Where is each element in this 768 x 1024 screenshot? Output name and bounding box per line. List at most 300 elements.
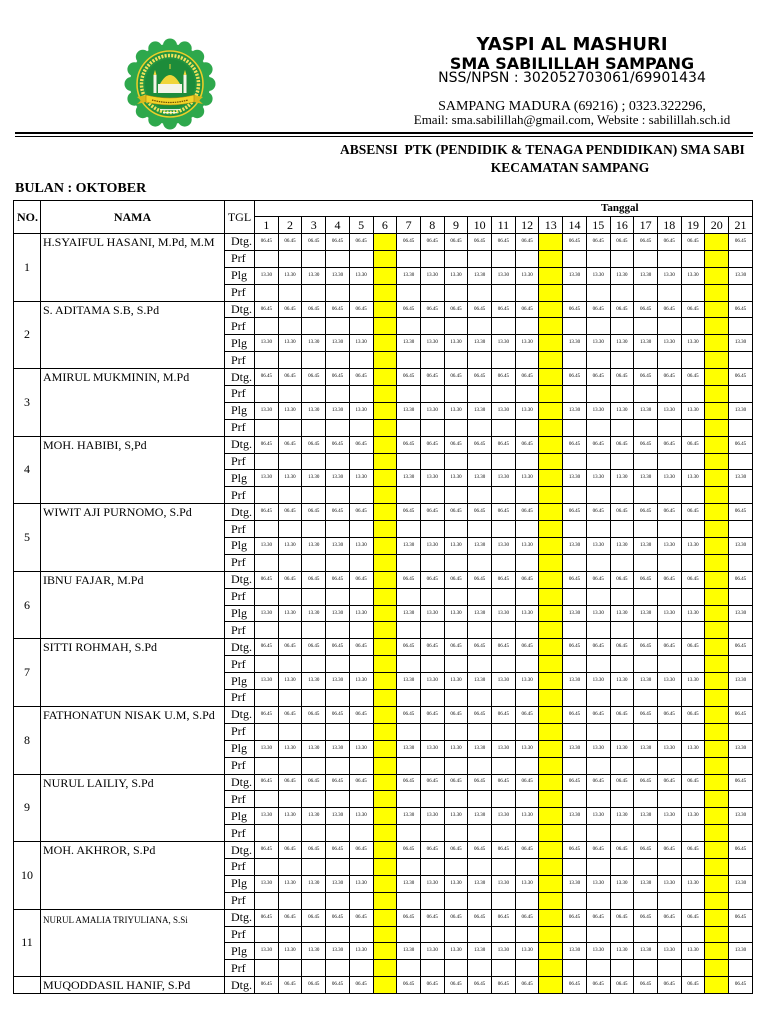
departure-paraf-cell bbox=[729, 690, 753, 707]
departure-time-cell: 13.30 bbox=[302, 740, 326, 757]
departure-paraf-cell bbox=[468, 960, 492, 977]
departure-time-cell: 13.30 bbox=[515, 943, 539, 960]
arrival-time-cell: 06.45 bbox=[610, 234, 634, 251]
departure-time-cell bbox=[705, 808, 729, 825]
departure-time-cell: 13.30 bbox=[586, 470, 610, 487]
arrival-time-cell: 06.45 bbox=[397, 977, 421, 994]
staff-number: 4 bbox=[14, 436, 41, 504]
arrival-time-cell: 06.45 bbox=[586, 977, 610, 994]
arrival-time-cell: 06.45 bbox=[278, 504, 302, 521]
arrival-paraf-cell bbox=[492, 791, 516, 808]
departure-paraf-cell bbox=[705, 892, 729, 909]
arrival-time-cell bbox=[539, 234, 563, 251]
arrival-paraf-cell bbox=[278, 521, 302, 538]
arrival-time-cell: 06.45 bbox=[657, 571, 681, 588]
departure-paraf-cell bbox=[373, 554, 397, 571]
departure-time-cell: 13.30 bbox=[492, 605, 516, 622]
departure-paraf-cell bbox=[349, 892, 373, 909]
departure-time-cell: 13.30 bbox=[444, 740, 468, 757]
arrival-paraf-cell bbox=[326, 588, 350, 605]
arrival-time-cell: 06.45 bbox=[397, 842, 421, 859]
arrival-paraf-cell bbox=[420, 453, 444, 470]
arrival-time-cell: 06.45 bbox=[657, 842, 681, 859]
arrival-time-cell: 06.45 bbox=[563, 706, 587, 723]
departure-paraf-cell bbox=[420, 284, 444, 301]
departure-paraf-cell bbox=[349, 284, 373, 301]
departure-time-cell: 13.30 bbox=[657, 538, 681, 555]
day-number-header: 7 bbox=[397, 217, 421, 234]
departure-time-cell: 13.30 bbox=[349, 335, 373, 352]
departure-paraf-cell bbox=[492, 487, 516, 504]
departure-time-cell: 13.30 bbox=[563, 335, 587, 352]
arrival-time-cell: 06.45 bbox=[681, 774, 705, 791]
arrival-time-cell: 06.45 bbox=[468, 977, 492, 994]
departure-time-cell: 13.30 bbox=[657, 673, 681, 690]
arrival-paraf-cell bbox=[492, 318, 516, 335]
departure-time-cell bbox=[373, 605, 397, 622]
departure-time-cell: 13.30 bbox=[729, 673, 753, 690]
departure-paraf-cell bbox=[373, 284, 397, 301]
arrival-paraf-cell bbox=[278, 791, 302, 808]
departure-time-cell: 13.30 bbox=[515, 538, 539, 555]
staff-name: S. ADITAMA S.B, S.Pd bbox=[41, 301, 225, 369]
departure-paraf-cell bbox=[397, 622, 421, 639]
arrival-paraf-cell bbox=[634, 250, 658, 267]
departure-time-cell bbox=[705, 470, 729, 487]
arrival-time-cell: 06.45 bbox=[657, 639, 681, 656]
departure-paraf-cell bbox=[492, 352, 516, 369]
departure-paraf-cell bbox=[539, 690, 563, 707]
arrival-time-cell: 06.45 bbox=[634, 842, 658, 859]
departure-time-cell: 13.30 bbox=[326, 267, 350, 284]
staff-row bbox=[14, 639, 753, 656]
arrival-paraf-cell bbox=[255, 791, 279, 808]
arrival-time-cell: 06.45 bbox=[729, 706, 753, 723]
row-type-label: Prf bbox=[225, 723, 255, 740]
arrival-paraf-cell bbox=[444, 926, 468, 943]
departure-paraf-cell bbox=[586, 690, 610, 707]
document-subtitle: KECAMATAN SAMPANG bbox=[490, 160, 650, 175]
departure-time-cell: 13.30 bbox=[444, 808, 468, 825]
departure-paraf-cell bbox=[634, 622, 658, 639]
staff-row bbox=[14, 436, 753, 453]
staff-row bbox=[14, 977, 753, 994]
staff-number: 9 bbox=[14, 774, 41, 842]
month-label: BULAN : OKTOBER bbox=[15, 181, 147, 196]
departure-paraf-cell bbox=[681, 284, 705, 301]
arrival-paraf-cell bbox=[349, 791, 373, 808]
arrival-paraf-cell bbox=[610, 656, 634, 673]
arrival-paraf-cell bbox=[515, 521, 539, 538]
departure-time-cell: 13.30 bbox=[444, 267, 468, 284]
arrival-paraf-cell bbox=[681, 453, 705, 470]
row-type-label: Dtg. bbox=[225, 369, 255, 386]
arrival-paraf-cell bbox=[586, 521, 610, 538]
departure-paraf-cell bbox=[373, 825, 397, 842]
departure-time-cell: 13.30 bbox=[681, 673, 705, 690]
arrival-time-cell: 06.45 bbox=[681, 436, 705, 453]
arrival-time-cell bbox=[539, 774, 563, 791]
departure-time-cell: 13.30 bbox=[563, 740, 587, 757]
departure-time-cell: 13.30 bbox=[634, 943, 658, 960]
arrival-time-cell bbox=[539, 571, 563, 588]
departure-time-cell: 13.30 bbox=[468, 740, 492, 757]
arrival-paraf-cell bbox=[729, 926, 753, 943]
row-type-label: Prf bbox=[225, 757, 255, 774]
row-type-label: Prf bbox=[225, 453, 255, 470]
arrival-paraf-cell bbox=[255, 250, 279, 267]
departure-paraf-cell bbox=[729, 892, 753, 909]
departure-paraf-cell bbox=[349, 757, 373, 774]
row-type-label: Prf bbox=[225, 250, 255, 267]
arrival-paraf-cell bbox=[610, 318, 634, 335]
arrival-time-cell: 06.45 bbox=[729, 774, 753, 791]
arrival-time-cell: 06.45 bbox=[681, 977, 705, 994]
departure-time-cell: 13.30 bbox=[515, 335, 539, 352]
departure-paraf-cell bbox=[397, 487, 421, 504]
departure-paraf-cell bbox=[492, 419, 516, 436]
departure-time-cell: 13.30 bbox=[610, 943, 634, 960]
departure-time-cell bbox=[539, 943, 563, 960]
departure-paraf-cell bbox=[468, 284, 492, 301]
arrival-paraf-cell bbox=[563, 250, 587, 267]
departure-time-cell: 13.30 bbox=[397, 267, 421, 284]
arrival-paraf-cell bbox=[515, 250, 539, 267]
departure-time-cell bbox=[373, 943, 397, 960]
arrival-paraf-cell bbox=[349, 318, 373, 335]
arrival-time-cell: 06.45 bbox=[586, 774, 610, 791]
arrival-time-cell: 06.45 bbox=[610, 842, 634, 859]
departure-paraf-cell bbox=[539, 757, 563, 774]
departure-paraf-cell bbox=[444, 352, 468, 369]
arrival-paraf-cell bbox=[420, 858, 444, 875]
arrival-time-cell: 06.45 bbox=[492, 571, 516, 588]
arrival-time-cell: 06.45 bbox=[420, 977, 444, 994]
arrival-paraf-cell bbox=[492, 656, 516, 673]
departure-paraf-cell bbox=[586, 419, 610, 436]
departure-time-cell: 13.30 bbox=[681, 875, 705, 892]
arrival-time-cell: 06.45 bbox=[349, 369, 373, 386]
arrival-paraf-cell bbox=[373, 926, 397, 943]
arrival-paraf-cell bbox=[705, 723, 729, 740]
departure-paraf-cell bbox=[586, 284, 610, 301]
arrival-time-cell: 06.45 bbox=[634, 301, 658, 318]
departure-paraf-cell bbox=[610, 757, 634, 774]
staff-name: NURUL LAILIY, S.Pd bbox=[41, 774, 225, 842]
departure-paraf-cell bbox=[705, 419, 729, 436]
departure-paraf-cell bbox=[657, 284, 681, 301]
arrival-paraf-cell bbox=[373, 318, 397, 335]
arrival-paraf-cell bbox=[302, 791, 326, 808]
arrival-paraf-cell bbox=[563, 318, 587, 335]
arrival-time-cell: 06.45 bbox=[563, 436, 587, 453]
departure-paraf-cell bbox=[492, 892, 516, 909]
arrival-time-cell: 06.45 bbox=[397, 909, 421, 926]
arrival-paraf-cell bbox=[278, 723, 302, 740]
header-name: NAMA bbox=[41, 201, 225, 234]
departure-time-cell bbox=[705, 605, 729, 622]
arrival-time-cell: 06.45 bbox=[278, 369, 302, 386]
departure-time-cell: 13.30 bbox=[729, 875, 753, 892]
departure-time-cell: 13.30 bbox=[634, 402, 658, 419]
arrival-paraf-cell bbox=[610, 588, 634, 605]
arrival-paraf-cell bbox=[349, 386, 373, 403]
arrival-paraf-cell bbox=[468, 453, 492, 470]
arrival-paraf-cell bbox=[610, 453, 634, 470]
departure-time-cell bbox=[539, 740, 563, 757]
nss-npsn: NSS/NPSN : 302052703061/69901434 bbox=[438, 70, 706, 86]
row-type-label: Prf bbox=[225, 690, 255, 707]
departure-paraf-cell bbox=[349, 690, 373, 707]
departure-time-cell: 13.30 bbox=[563, 470, 587, 487]
arrival-time-cell: 06.45 bbox=[492, 842, 516, 859]
arrival-time-cell: 06.45 bbox=[610, 977, 634, 994]
departure-time-cell: 13.30 bbox=[563, 673, 587, 690]
departure-paraf-cell bbox=[255, 960, 279, 977]
arrival-paraf-cell bbox=[397, 521, 421, 538]
arrival-paraf-cell bbox=[729, 250, 753, 267]
departure-time-cell: 13.30 bbox=[420, 605, 444, 622]
row-type-label: Plg bbox=[225, 943, 255, 960]
arrival-time-cell: 06.45 bbox=[255, 909, 279, 926]
arrival-time-cell: 06.45 bbox=[586, 706, 610, 723]
departure-time-cell bbox=[373, 267, 397, 284]
arrival-time-cell: 06.45 bbox=[326, 639, 350, 656]
arrival-paraf-cell bbox=[420, 521, 444, 538]
arrival-time-cell: 06.45 bbox=[729, 571, 753, 588]
departure-paraf-cell bbox=[397, 960, 421, 977]
arrival-time-cell: 06.45 bbox=[326, 369, 350, 386]
arrival-time-cell: 06.45 bbox=[349, 706, 373, 723]
arrival-paraf-cell bbox=[468, 926, 492, 943]
arrival-time-cell: 06.45 bbox=[729, 234, 753, 251]
departure-paraf-cell bbox=[373, 352, 397, 369]
arrival-time-cell: 06.45 bbox=[468, 909, 492, 926]
arrival-time-cell bbox=[539, 977, 563, 994]
departure-paraf-cell bbox=[420, 419, 444, 436]
departure-paraf-cell bbox=[539, 960, 563, 977]
departure-time-cell: 13.30 bbox=[397, 875, 421, 892]
departure-time-cell: 13.30 bbox=[326, 335, 350, 352]
arrival-paraf-cell bbox=[444, 318, 468, 335]
departure-time-cell: 13.30 bbox=[420, 402, 444, 419]
departure-time-cell: 13.30 bbox=[278, 470, 302, 487]
arrival-paraf-cell bbox=[349, 926, 373, 943]
departure-time-cell: 13.30 bbox=[444, 943, 468, 960]
departure-time-cell: 13.30 bbox=[681, 538, 705, 555]
departure-time-cell bbox=[705, 267, 729, 284]
departure-paraf-cell bbox=[420, 352, 444, 369]
arrival-paraf-cell bbox=[610, 791, 634, 808]
departure-time-cell: 13.30 bbox=[657, 402, 681, 419]
departure-paraf-cell bbox=[302, 554, 326, 571]
document-title: ABSENSI PTK (PENDIDIK & TENAGA PENDIDIKAN) SMA SABI bbox=[340, 143, 745, 157]
arrival-time-cell: 06.45 bbox=[729, 301, 753, 318]
arrival-paraf-cell bbox=[586, 656, 610, 673]
arrival-paraf-cell bbox=[681, 723, 705, 740]
arrival-time-cell: 06.45 bbox=[302, 842, 326, 859]
arrival-time-cell: 06.45 bbox=[444, 774, 468, 791]
arrival-time-cell: 06.45 bbox=[563, 774, 587, 791]
arrival-time-cell: 06.45 bbox=[586, 909, 610, 926]
row-type-label: Dtg. bbox=[225, 639, 255, 656]
arrival-time-cell: 06.45 bbox=[302, 774, 326, 791]
departure-time-cell: 13.30 bbox=[397, 808, 421, 825]
arrival-paraf-cell bbox=[373, 386, 397, 403]
row-type-label: Dtg. bbox=[225, 234, 255, 251]
departure-time-cell bbox=[539, 808, 563, 825]
arrival-paraf-cell bbox=[634, 656, 658, 673]
row-type-label: Prf bbox=[225, 825, 255, 842]
departure-paraf-cell bbox=[515, 284, 539, 301]
arrival-time-cell: 06.45 bbox=[681, 571, 705, 588]
departure-time-cell bbox=[539, 875, 563, 892]
arrival-paraf-cell bbox=[255, 453, 279, 470]
departure-time-cell: 13.30 bbox=[349, 808, 373, 825]
day-number-header: 12 bbox=[515, 217, 539, 234]
departure-time-cell: 13.30 bbox=[515, 267, 539, 284]
arrival-time-cell: 06.45 bbox=[657, 301, 681, 318]
departure-paraf-cell bbox=[563, 690, 587, 707]
staff-rows bbox=[14, 234, 753, 994]
arrival-time-cell: 06.45 bbox=[444, 369, 468, 386]
departure-time-cell: 13.30 bbox=[657, 875, 681, 892]
arrival-time-cell: 06.45 bbox=[681, 504, 705, 521]
arrival-time-cell: 06.45 bbox=[492, 639, 516, 656]
departure-time-cell: 13.30 bbox=[302, 943, 326, 960]
arrival-paraf-cell bbox=[681, 386, 705, 403]
departure-time-cell bbox=[373, 808, 397, 825]
departure-paraf-cell bbox=[349, 554, 373, 571]
departure-time-cell: 13.30 bbox=[302, 875, 326, 892]
header-divider bbox=[15, 132, 753, 134]
departure-time-cell: 13.30 bbox=[326, 808, 350, 825]
arrival-time-cell: 06.45 bbox=[492, 774, 516, 791]
departure-time-cell: 13.30 bbox=[255, 267, 279, 284]
departure-time-cell: 13.30 bbox=[326, 538, 350, 555]
departure-time-cell bbox=[539, 267, 563, 284]
arrival-time-cell: 06.45 bbox=[326, 504, 350, 521]
departure-paraf-cell bbox=[539, 554, 563, 571]
row-type-label: Prf bbox=[225, 521, 255, 538]
departure-paraf-cell bbox=[705, 487, 729, 504]
departure-time-cell: 13.30 bbox=[515, 673, 539, 690]
arrival-paraf-cell bbox=[373, 453, 397, 470]
arrival-paraf-cell bbox=[255, 656, 279, 673]
departure-paraf-cell bbox=[492, 622, 516, 639]
arrival-time-cell: 06.45 bbox=[278, 774, 302, 791]
arrival-time-cell: 06.45 bbox=[515, 369, 539, 386]
departure-time-cell: 13.30 bbox=[610, 740, 634, 757]
staff-number: 2 bbox=[14, 301, 41, 369]
arrival-time-cell: 06.45 bbox=[468, 706, 492, 723]
departure-time-cell: 13.30 bbox=[729, 605, 753, 622]
arrival-time-cell: 06.45 bbox=[634, 909, 658, 926]
departure-time-cell: 13.30 bbox=[326, 740, 350, 757]
departure-time-cell: 13.30 bbox=[420, 673, 444, 690]
departure-paraf-cell bbox=[302, 622, 326, 639]
arrival-time-cell: 06.45 bbox=[349, 842, 373, 859]
departure-time-cell: 13.30 bbox=[255, 605, 279, 622]
departure-paraf-cell bbox=[563, 284, 587, 301]
departure-time-cell: 13.30 bbox=[634, 673, 658, 690]
departure-paraf-cell bbox=[539, 825, 563, 842]
arrival-paraf-cell bbox=[302, 386, 326, 403]
day-number-header: 16 bbox=[610, 217, 634, 234]
departure-time-cell: 13.30 bbox=[468, 470, 492, 487]
departure-paraf-cell bbox=[278, 487, 302, 504]
arrival-time-cell: 06.45 bbox=[468, 774, 492, 791]
departure-paraf-cell bbox=[515, 757, 539, 774]
departure-time-cell: 13.30 bbox=[610, 605, 634, 622]
departure-time-cell: 13.30 bbox=[255, 740, 279, 757]
departure-paraf-cell bbox=[255, 757, 279, 774]
arrival-paraf-cell bbox=[563, 723, 587, 740]
departure-time-cell: 13.30 bbox=[278, 808, 302, 825]
departure-paraf-cell bbox=[255, 487, 279, 504]
arrival-paraf-cell bbox=[729, 318, 753, 335]
departure-paraf-cell bbox=[515, 825, 539, 842]
school-name: SMA SABILILLAH SAMPANG bbox=[449, 54, 695, 73]
departure-time-cell: 13.30 bbox=[681, 267, 705, 284]
arrival-time-cell: 06.45 bbox=[610, 504, 634, 521]
school-logo bbox=[124, 38, 216, 130]
arrival-time-cell: 06.45 bbox=[563, 234, 587, 251]
arrival-paraf-cell bbox=[278, 656, 302, 673]
arrival-time-cell: 06.45 bbox=[326, 301, 350, 318]
departure-paraf-cell bbox=[563, 554, 587, 571]
departure-paraf-cell bbox=[255, 690, 279, 707]
departure-paraf-cell bbox=[255, 554, 279, 571]
departure-paraf-cell bbox=[515, 892, 539, 909]
departure-time-cell: 13.30 bbox=[657, 740, 681, 757]
arrival-time-cell: 06.45 bbox=[444, 436, 468, 453]
arrival-time-cell: 06.45 bbox=[397, 639, 421, 656]
arrival-time-cell: 06.45 bbox=[420, 234, 444, 251]
departure-paraf-cell bbox=[420, 892, 444, 909]
arrival-paraf-cell bbox=[539, 858, 563, 875]
day-number-header: 19 bbox=[681, 217, 705, 234]
arrival-time-cell: 06.45 bbox=[657, 504, 681, 521]
arrival-time-cell: 06.45 bbox=[515, 571, 539, 588]
row-type-label: Dtg. bbox=[225, 301, 255, 318]
row-type-label: Dtg. bbox=[225, 504, 255, 521]
arrival-paraf-cell bbox=[586, 926, 610, 943]
departure-paraf-cell bbox=[420, 554, 444, 571]
arrival-paraf-cell bbox=[326, 791, 350, 808]
arrival-time-cell: 06.45 bbox=[255, 842, 279, 859]
arrival-time-cell: 06.45 bbox=[563, 909, 587, 926]
arrival-time-cell: 06.45 bbox=[302, 504, 326, 521]
departure-time-cell: 13.30 bbox=[634, 335, 658, 352]
departure-time-cell: 13.30 bbox=[255, 470, 279, 487]
arrival-paraf-cell bbox=[634, 453, 658, 470]
departure-paraf-cell bbox=[515, 690, 539, 707]
staff-name: IBNU FAJAR, M.Pd bbox=[41, 571, 225, 639]
departure-paraf-cell bbox=[492, 757, 516, 774]
arrival-paraf-cell bbox=[681, 521, 705, 538]
arrival-paraf-cell bbox=[420, 723, 444, 740]
arrival-time-cell: 06.45 bbox=[492, 436, 516, 453]
arrival-time-cell: 06.45 bbox=[563, 842, 587, 859]
arrival-time-cell: 06.45 bbox=[681, 639, 705, 656]
day-number-header: 6 bbox=[373, 217, 397, 234]
departure-paraf-cell bbox=[705, 757, 729, 774]
arrival-time-cell: 06.45 bbox=[302, 369, 326, 386]
arrival-time-cell: 06.45 bbox=[444, 234, 468, 251]
arrival-time-cell: 06.45 bbox=[586, 301, 610, 318]
staff-row bbox=[14, 504, 753, 521]
